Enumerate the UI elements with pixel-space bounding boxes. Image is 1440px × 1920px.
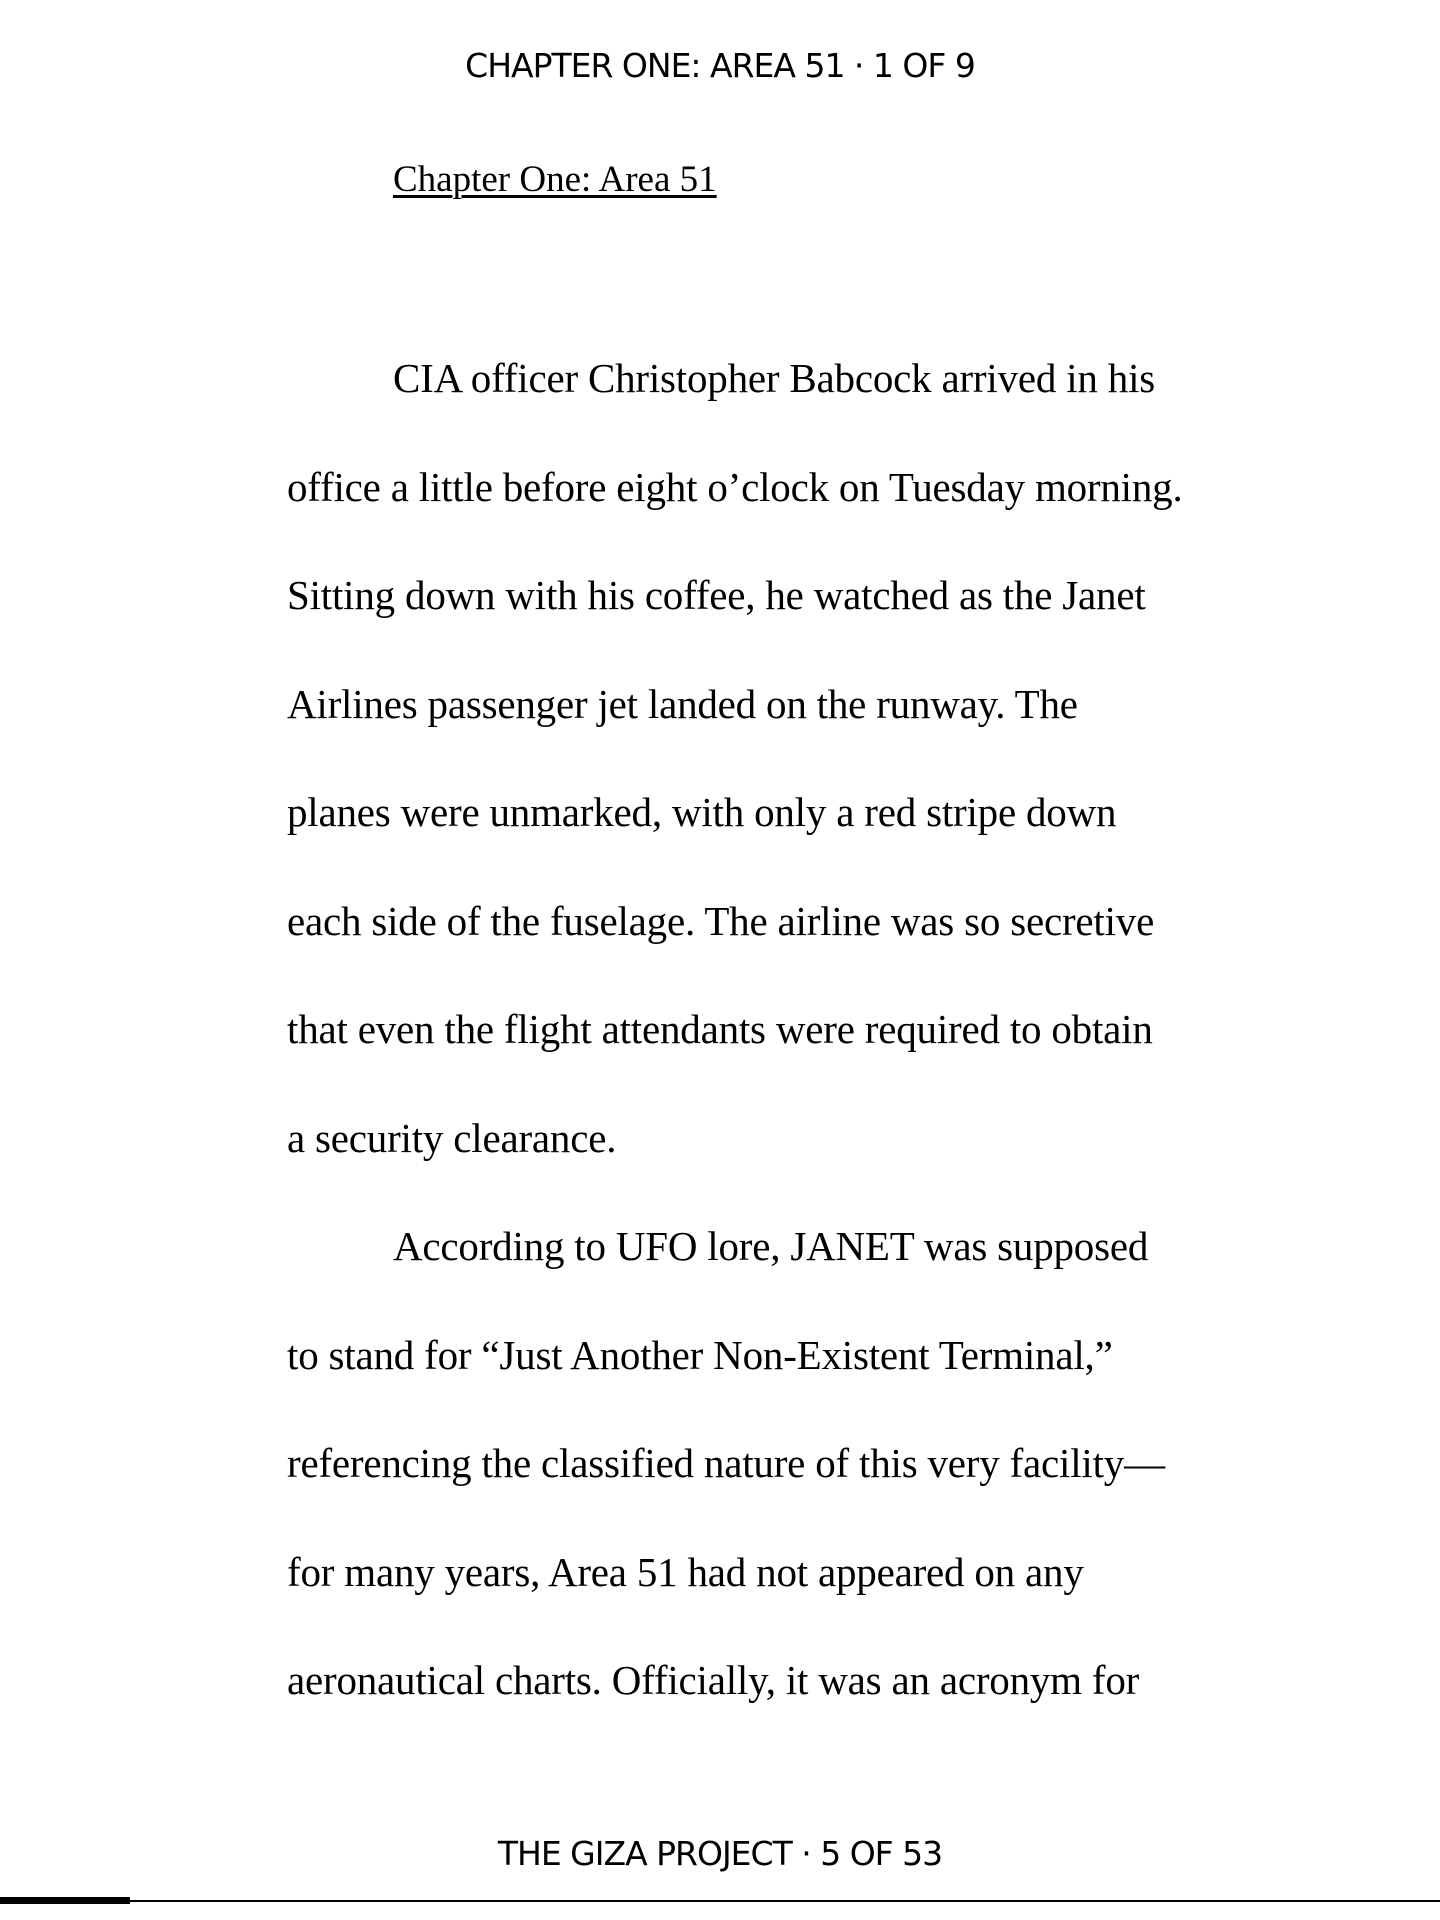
progress-track[interactable] xyxy=(0,1892,1440,1908)
body-text-line: planes were unmarked, with only a red stripe down xyxy=(287,789,1117,835)
body-text-line: aeronautical charts. Officially, it was an acronym for xyxy=(287,1657,1140,1703)
body-text-line: According to UFO lore, JANET was supposed xyxy=(393,1223,1149,1269)
page-text xyxy=(287,324,1183,1735)
body-text-line: each side of the fuselage. The airline was so secretive xyxy=(287,897,1155,944)
body-text-line: that even the flight attendants were required to obtain xyxy=(287,1006,1153,1052)
running-footer: THE GIZA PROJECT · 5 OF 53 xyxy=(497,1834,943,1873)
progress-fill[interactable] xyxy=(0,1897,130,1904)
body-text-line: CIA officer Christopher Babcock arrived in his xyxy=(393,355,1156,401)
body-text-line: referencing the classified nature of this very facility— xyxy=(287,1440,1165,1486)
body-text-line: for many years, Area 51 had not appeared on any xyxy=(287,1548,1084,1595)
body-text-line: office a little before eight o’clock on Tuesday morning. xyxy=(287,463,1183,510)
body-text-line: Airlines passenger jet landed on the runway. The xyxy=(287,680,1078,727)
progress-remaining-line xyxy=(0,1900,1440,1902)
body-text-line: Sitting down with his coffee, he watched as the Janet xyxy=(287,572,1146,618)
body-text-line: a security clearance. xyxy=(287,1114,617,1161)
running-header: CHAPTER ONE: AREA 51 · 1 OF 9 xyxy=(465,46,975,85)
body-text-line: to stand for “Just Another Non-Existent Terminal,” xyxy=(287,1331,1113,1378)
chapter-title: Chapter One: Area 51 xyxy=(393,159,717,200)
